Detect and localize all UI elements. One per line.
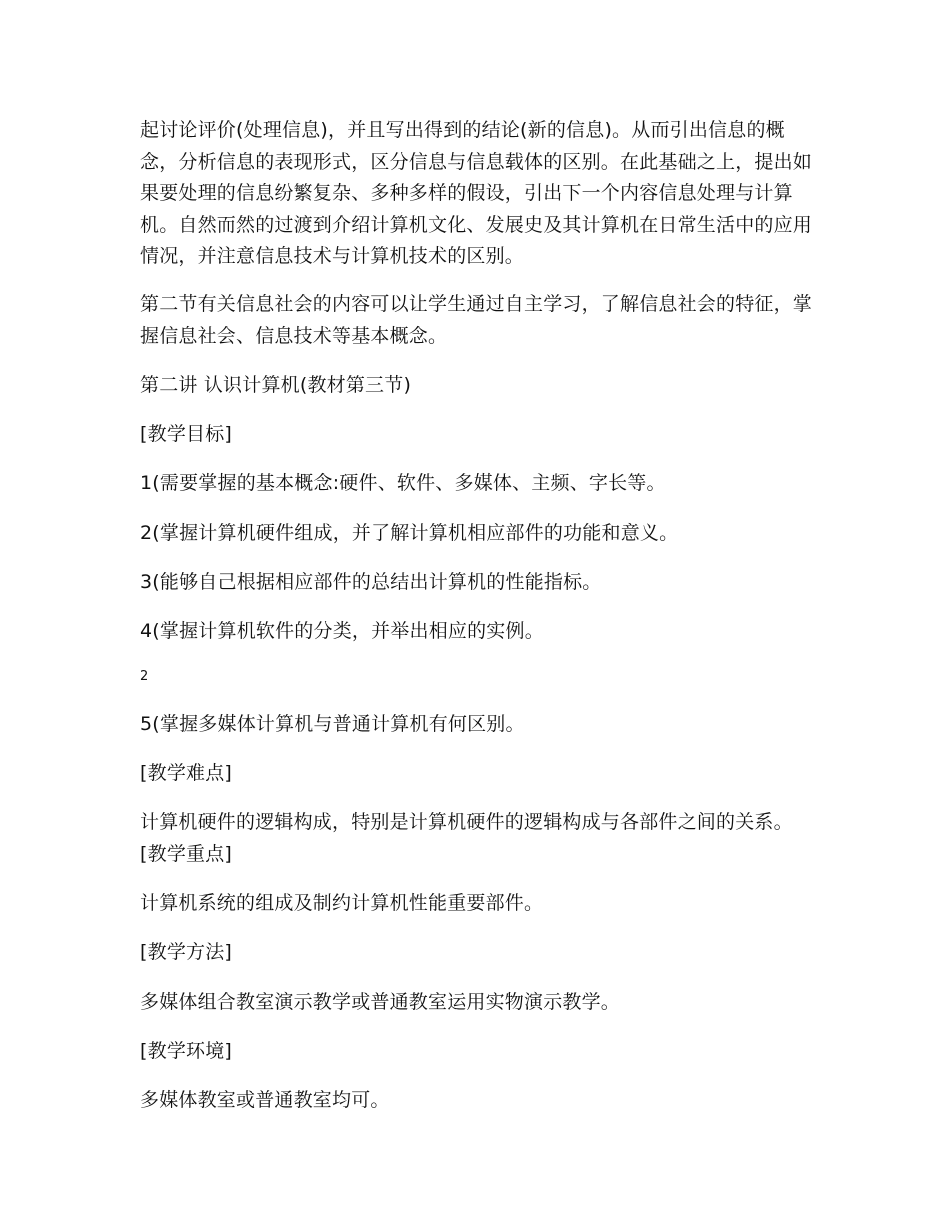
environment-text: 多媒体教室或普通教室均可。 [140, 1089, 390, 1111]
key-points-text: 计算机系统的组成及制约计算机性能重要部件。 [140, 892, 544, 914]
method-text: 多媒体组合教室演示教学或普通教室运用实物演示教学。 [140, 991, 621, 1013]
goal-item-2: 2(掌握计算机硬件组成，并了解计算机相应部件的功能和意义。 [140, 522, 679, 544]
page-number: 2 [140, 669, 149, 684]
environment-heading: [教学环境] [140, 1040, 233, 1062]
goal-item-4: 4(掌握计算机软件的分类，并举出相应的实例。 [140, 620, 544, 642]
lecture-title: 第二讲 认识计算机(教材第三节) [140, 374, 412, 396]
goals-heading: [教学目标] [140, 423, 233, 445]
goal-item-1: 1(需要掌握的基本概念:硬件、软件、多媒体、主频、字长等。 [140, 472, 666, 494]
difficulty-heading: [教学难点] [140, 762, 233, 784]
method-heading: [教学方法] [140, 941, 233, 963]
goal-item-3: 3(能够自己根据相应部件的总结出计算机的性能指标。 [140, 571, 602, 593]
paragraph-intro: 起讨论评价(处理信息)，并且写出得到的结论(新的信息)。从而引出信息的概念，分析信息的表现形式，区分信息与信息载体的区别。在此基础之上，提出如果要处理的信息纷繁复杂、多种多样的假设，引出下一个内容信息处理与计算机。自然而然的过渡到介绍计算机文化、发展史及其计算机在日常生活中的应用情况，并注意信息技术与计算机技术的区别。 [140, 119, 813, 267]
difficulty-text: 计算机硬件的逻辑构成，特别是计算机硬件的逻辑构成与各部件之间的关系。 [教学重点] [140, 811, 800, 865]
paragraph-information-society: 第二节有关信息社会的内容可以让学生通过自主学习，了解信息社会的特征，掌握信息社会、信息技术等基本概念。 [140, 293, 813, 347]
goal-item-5: 5(掌握多媒体计算机与普通计算机有何区别。 [140, 713, 525, 735]
